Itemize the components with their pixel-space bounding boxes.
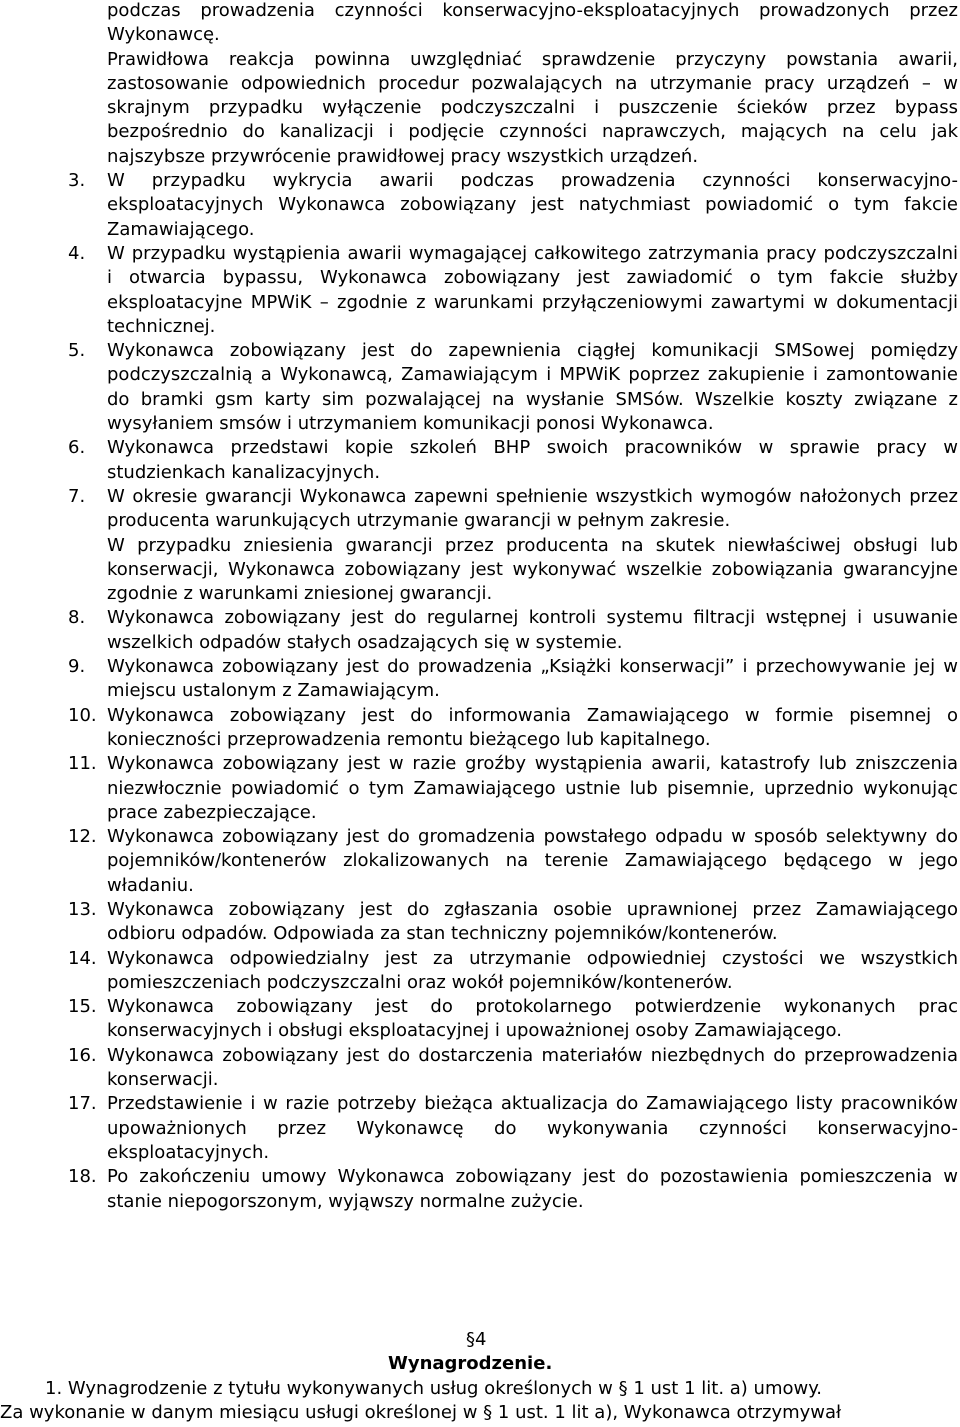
list-item-7-extra: W przypadku zniesienia gwarancji przez producenta na skutek niewłaściwej obsługi lub konserwacji, Wykonawca zobowiązany jest wykonywać wszelkie zobowiązania gwarancyjne zgodnie z warunkami zniesionej gwarancji. (107, 534, 958, 605)
item-number: 6. (68, 437, 86, 459)
item-number: 14. (68, 947, 97, 969)
item-number: 18. (68, 1166, 97, 1188)
item-number: 13. (68, 898, 97, 920)
list-item-18 (0, 1165, 960, 1214)
item-number: 7. (68, 485, 86, 507)
item-text: Wykonawca zobowiązany jest do zgłaszania osobie uprawnionej przez Zamawiającego odbioru odpadów. Odpowiada za stan techniczny pojemników/kontenerów. (107, 898, 958, 945)
section-number: §4 (466, 1329, 487, 1350)
item-number: 10. (68, 704, 97, 726)
item-number: 12. (68, 826, 97, 848)
list-item-13 (0, 898, 960, 947)
item-number: 8. (68, 607, 86, 629)
list-item-5 (0, 339, 960, 436)
item-number: 3. (68, 170, 86, 192)
item-text: W przypadku wystąpienia awarii wymagającej całkowitego zatrzymania pracy podczyszczalni i otwarcia bypassu, Wykonawca zobowiązany jest zawiadomić o tym fakcie służby eksploatacyjne MPWiK – zgodnie z warunkami przyłączeniowymi zawartymi w dokumentacji technicznej. (107, 242, 958, 337)
item-number: 5. (68, 340, 86, 362)
item-text: Wykonawca odpowiedzialny jest za utrzymanie odpowiedniej czystości we wszystkich pomieszczeniach podczyszczalni oraz wokół pojemników/kontenerów. (107, 947, 958, 993)
item-text: Wykonawca zobowiązany jest do zapewnienia ciągłej komunikacji SMSowej pomiędzy podczyszczalnią a Wykonawcą, Zamawiającym i MPWiK poprzez zakupienie i zamontowanie do bramki gsm karty sim pozwalającej na wysłanie SMSów. Wszelkie koszty związane z wysyłaniem smsów i utrzymaniem komunikacji ponosi Wykonawca. (107, 340, 958, 435)
item-text: Wykonawca zobowiązany jest do informowania Zamawiającego w formie pisemnej o konieczności przeprowadzenia remontu bieżącego lub kapitalnego. (107, 704, 958, 750)
item-text: Wykonawca zobowiązany jest do gromadzenia powstałego odpadu w sposób selektywny do pojemników/kontenerów zlokalizowanych na terenie Zamawiającego będącego w jego władaniu. (107, 826, 958, 896)
item-text: Wykonawca zobowiązany jest do prowadzenia „Książki konserwacji” i przechowywanie jej w miejscu ustalonym z Zamawiającym. (107, 656, 958, 702)
item-text: W przypadku wykrycia awarii podczas prowadzenia czynności konserwacyjno-eksploatacyjnych Wykonawca zobowiązany jest natychmiast powiadomić o tym fakcie Zamawiającego. (107, 170, 958, 240)
list-item-3 (0, 169, 960, 242)
list-item-14 (0, 947, 960, 996)
list-item-12 (0, 825, 960, 898)
item-number: 17. (68, 1093, 97, 1115)
list-item-17 (0, 1092, 960, 1165)
item-number: 9. (68, 656, 86, 678)
list-item-11 (0, 752, 960, 825)
section-paragraph-1: 1. Wynagrodzenie z tytułu wykonywanych usług określonych w § 1 ust 1 lit. a) umowy. (45, 1377, 823, 1399)
item-number: 11. (68, 753, 97, 775)
item-text: Wykonawca zobowiązany jest do protokolarnego potwierdzenie wykonanych prac konserwacyjnych i obsługi eksploatacyjnej i upoważnionej osoby Zamawiającego. (107, 996, 958, 1042)
item-text: Wykonawca przedstawi kopie szkoleń BHP swoich pracowników w sprawie pracy w studzienkach kanalizacyjnych. (107, 437, 958, 483)
item-number: 4. (68, 242, 86, 264)
item-text: Wykonawca zobowiązany jest do regularnej kontroli systemu filtracji wstępnej i usuwanie wszelkich odpadów stałych osadzających się w systemie. (107, 607, 958, 653)
item-text: Przedstawienie i w razie potrzeby bieżąca aktualizacja do Zamawiającego listy pracowników upoważnionych przez Wykonawcę do wykonywania czynności konserwacyjno-eksploatacyjnych. (107, 1093, 958, 1163)
section-title: Wynagrodzenie. (388, 1353, 553, 1375)
list-item-8 (0, 606, 960, 655)
item-text: Po zakończeniu umowy Wykonawca zobowiązany jest do pozostawienia pomieszczenia w stanie niepogorszonym, wyjąwszy normalne zużycie. (107, 1166, 958, 1212)
list-item-4 (0, 242, 960, 339)
item-text: Wykonawca zobowiązany jest w razie groźby wystąpienia awarii, katastrofy lub zniszczenia niezwłocznie powiadomić o tym Zamawiającego ustnie lub pisemnie, uprzednio wykonując prace zabezpieczające. (107, 753, 958, 823)
list-item-16 (0, 1044, 960, 1093)
item-number: 15. (68, 996, 97, 1018)
item-text: Wykonawca zobowiązany jest do dostarczenia materiałów niezbędnych do przeprowadzenia konserwacji. (107, 1044, 958, 1091)
item-text: W okresie gwarancji Wykonawca zapewni spełnienie wszystkich wymogów nałożonych przez producenta warunkujących utrzymanie gwarancji w pełnym zakresie. (107, 485, 958, 532)
continuation-paragraph-2: Prawidłowa reakcja powinna uwzględniać sprawdzenie przyczyny powstania awarii, zastosowanie odpowiednich procedur pozwalających na utrzymanie pracy urządzeń – w skrajnym przypadku wyłączenie podczyszczalni i puszczenie ścieków przez bypass bezpośrednio do kanalizacji i podjęcie czynności naprawczych, mających na celu jak najszybsze przywrócenie prawidłowej pracy wszystkich urządzeń. (107, 48, 958, 167)
list-item-15 (0, 995, 960, 1044)
item-number: 16. (68, 1044, 97, 1066)
list-item-7 (0, 485, 960, 534)
list-item-9 (0, 655, 960, 704)
list-item-6 (0, 436, 960, 485)
continuation-paragraph-1: podczas prowadzenia czynności konserwacyjno-eksploatacyjnych prowadzonych przez Wykonawcę. (107, 0, 958, 46)
section-4 (0, 1328, 960, 1425)
section-paragraph-2: Za wykonanie w danym miesiącu usługi określonej w § 1 ust. 1 lit a), Wykonawca otrzymywał (0, 1401, 842, 1423)
list-item-10 (0, 704, 960, 753)
